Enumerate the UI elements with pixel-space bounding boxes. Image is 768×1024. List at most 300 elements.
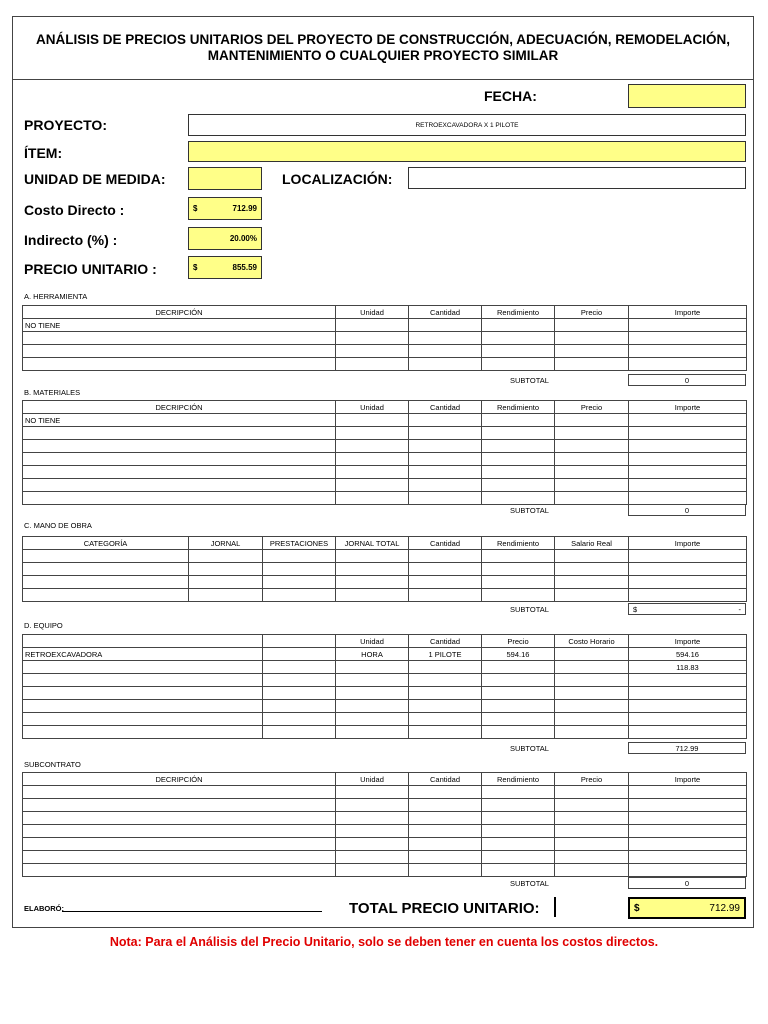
herramienta-subtotal-label: SUBTOTAL xyxy=(510,376,549,385)
table-cell[interactable] xyxy=(482,812,555,825)
table-row xyxy=(23,661,747,674)
table-cell[interactable] xyxy=(629,427,747,440)
indirecto-value: 20.00% xyxy=(229,234,257,243)
table-cell[interactable] xyxy=(629,674,747,687)
table-cell[interactable] xyxy=(336,589,409,602)
table-cell[interactable] xyxy=(23,453,336,466)
table-cell[interactable] xyxy=(629,358,747,371)
subcontrato-subtotal-label: SUBTOTAL xyxy=(510,879,549,888)
table-cell[interactable] xyxy=(23,589,189,602)
table-cell[interactable] xyxy=(555,687,629,700)
table-cell[interactable] xyxy=(263,726,336,739)
table-cell[interactable] xyxy=(482,550,555,563)
table-header-row xyxy=(23,635,747,648)
table-cell[interactable] xyxy=(263,589,336,602)
table-cell[interactable] xyxy=(629,851,747,864)
column-header: Unidad xyxy=(336,401,409,414)
table-cell[interactable] xyxy=(555,812,629,825)
table-cell[interactable] xyxy=(629,864,747,877)
column-header: Precio xyxy=(555,306,629,319)
table-cell[interactable] xyxy=(629,576,747,589)
section-title-equipo: D. EQUIPO xyxy=(24,621,63,630)
materiales-rows xyxy=(23,414,747,505)
table-cell[interactable] xyxy=(555,563,629,576)
table-cell[interactable] xyxy=(629,319,747,332)
table-cell[interactable] xyxy=(336,838,409,851)
herramienta-subtotal-value: 0 xyxy=(628,374,746,386)
total-field xyxy=(628,897,746,919)
table-cell[interactable] xyxy=(263,687,336,700)
table-cell[interactable] xyxy=(482,700,555,713)
table-cell[interactable] xyxy=(23,492,336,505)
table-cell[interactable] xyxy=(336,812,409,825)
table-row xyxy=(23,851,747,864)
table-cell[interactable] xyxy=(555,851,629,864)
table-cell[interactable] xyxy=(629,466,747,479)
table-cell[interactable] xyxy=(263,550,336,563)
table-cell[interactable] xyxy=(23,726,263,739)
costo-directo-field xyxy=(188,197,262,220)
table-cell[interactable] xyxy=(409,319,482,332)
table-cell[interactable] xyxy=(629,589,747,602)
fecha-label: FECHA: xyxy=(484,88,537,104)
table-cell[interactable] xyxy=(629,345,747,358)
table-row xyxy=(23,414,747,427)
localizacion-field[interactable] xyxy=(408,167,746,189)
equipo-table xyxy=(22,634,747,739)
table-cell[interactable] xyxy=(336,358,409,371)
table-cell[interactable] xyxy=(23,332,336,345)
table-cell[interactable] xyxy=(629,414,747,427)
column-header: Importe xyxy=(629,401,747,414)
column-header: CATEGORÍA xyxy=(23,537,189,550)
table-row xyxy=(23,825,747,838)
mano-obra-rows xyxy=(23,550,747,602)
column-header: Cantidad xyxy=(409,401,482,414)
table-cell[interactable] xyxy=(23,838,336,851)
table-cell[interactable] xyxy=(189,589,263,602)
column-header: Precio xyxy=(555,773,629,786)
column-header: DECRIPCIÓN xyxy=(23,306,336,319)
table-cell[interactable] xyxy=(23,825,336,838)
table-cell[interactable] xyxy=(409,440,482,453)
table-row xyxy=(23,812,747,825)
column-header: Importe xyxy=(629,635,747,648)
table-cell[interactable] xyxy=(555,700,629,713)
mano-obra-subtotal-label: SUBTOTAL xyxy=(510,605,549,614)
mano-obra-table xyxy=(22,536,747,602)
column-header: DECRIPCIÓN xyxy=(23,401,336,414)
localizacion-label: LOCALIZACIÓN: xyxy=(282,171,393,187)
elaboro-label: ELABORÓ: xyxy=(24,904,64,913)
table-cell[interactable] xyxy=(555,576,629,589)
table-cell[interactable] xyxy=(555,825,629,838)
table-cell[interactable] xyxy=(23,851,336,864)
table-cell[interactable] xyxy=(482,674,555,687)
precio-unitario-label: PRECIO UNITARIO : xyxy=(24,261,157,277)
table-row xyxy=(23,700,747,713)
table-cell[interactable] xyxy=(629,440,747,453)
table-cell[interactable] xyxy=(629,726,747,739)
unidad-field[interactable] xyxy=(188,167,262,190)
table-cell[interactable] xyxy=(555,550,629,563)
column-header: Rendimiento xyxy=(482,401,555,414)
table-cell[interactable] xyxy=(409,550,482,563)
costo-directo-value: 712.99 xyxy=(232,204,257,213)
table-cell[interactable] xyxy=(629,687,747,700)
table-cell[interactable] xyxy=(336,700,409,713)
indirecto-field[interactable] xyxy=(188,227,262,250)
table-row xyxy=(23,358,747,371)
table-cell[interactable] xyxy=(189,576,263,589)
equipo-subtotal-label: SUBTOTAL xyxy=(510,744,549,753)
table-row xyxy=(23,479,747,492)
table-cell[interactable] xyxy=(336,674,409,687)
table-cell[interactable] xyxy=(482,427,555,440)
column-header xyxy=(263,635,336,648)
table-cell[interactable] xyxy=(409,726,482,739)
table-cell[interactable] xyxy=(482,563,555,576)
table-cell[interactable] xyxy=(555,332,629,345)
table-cell[interactable] xyxy=(409,799,482,812)
table-cell[interactable]: 594.16 xyxy=(629,648,747,661)
subcontrato-subtotal-value: 0 xyxy=(628,877,746,889)
table-cell[interactable] xyxy=(482,838,555,851)
table-cell[interactable] xyxy=(336,466,409,479)
table-cell[interactable] xyxy=(629,786,747,799)
table-row xyxy=(23,674,747,687)
column-header: Rendimiento xyxy=(482,537,555,550)
table-cell[interactable] xyxy=(409,414,482,427)
table-cell[interactable] xyxy=(409,674,482,687)
table-cell[interactable] xyxy=(23,661,263,674)
table-cell[interactable] xyxy=(336,799,409,812)
table-cell[interactable] xyxy=(263,674,336,687)
table-cell[interactable] xyxy=(409,812,482,825)
table-cell[interactable] xyxy=(482,864,555,877)
table-header-row xyxy=(23,306,747,319)
table-cell[interactable] xyxy=(555,674,629,687)
table-cell[interactable] xyxy=(482,492,555,505)
herramienta-table xyxy=(22,305,747,371)
table-cell[interactable] xyxy=(336,825,409,838)
total-value: 712.99 xyxy=(709,902,740,914)
table-cell[interactable] xyxy=(336,453,409,466)
fecha-field[interactable] xyxy=(628,84,746,108)
table-cell[interactable] xyxy=(482,332,555,345)
table-cell[interactable] xyxy=(555,786,629,799)
table-cell[interactable] xyxy=(629,563,747,576)
proyecto-label: PROYECTO: xyxy=(24,117,107,133)
table-cell[interactable] xyxy=(482,589,555,602)
table-cell[interactable] xyxy=(23,563,189,576)
table-cell[interactable] xyxy=(23,713,263,726)
footer-note: Nota: Para el Análisis del Precio Unitario, solo se deben tener en cuenta los costos directos. xyxy=(109,935,659,949)
table-cell[interactable] xyxy=(409,864,482,877)
materiales-subtotal-value: 0 xyxy=(628,504,746,516)
table-cell[interactable] xyxy=(629,713,747,726)
table-cell[interactable] xyxy=(629,825,747,838)
subcontrato-rows xyxy=(23,786,747,877)
table-cell[interactable] xyxy=(189,550,263,563)
table-row xyxy=(23,589,747,602)
table-cell[interactable] xyxy=(409,345,482,358)
column-header: Unidad xyxy=(336,773,409,786)
table-cell[interactable] xyxy=(336,786,409,799)
table-cell[interactable] xyxy=(555,453,629,466)
table-row xyxy=(23,319,747,332)
table-cell[interactable] xyxy=(555,648,629,661)
table-cell[interactable] xyxy=(336,345,409,358)
table-cell[interactable] xyxy=(263,576,336,589)
table-cell[interactable] xyxy=(629,838,747,851)
table-cell[interactable] xyxy=(555,726,629,739)
table-cell[interactable] xyxy=(23,674,263,687)
table-cell[interactable] xyxy=(409,589,482,602)
table-cell[interactable]: HORA xyxy=(336,648,409,661)
table-cell[interactable] xyxy=(409,838,482,851)
table-cell[interactable]: RETROEXCAVADORA xyxy=(23,648,263,661)
table-cell[interactable] xyxy=(409,786,482,799)
table-cell[interactable] xyxy=(23,687,263,700)
table-cell[interactable] xyxy=(482,358,555,371)
table-cell[interactable] xyxy=(23,550,189,563)
table-cell[interactable] xyxy=(409,563,482,576)
table-cell[interactable] xyxy=(336,713,409,726)
table-row xyxy=(23,726,747,739)
column-header: Salario Real xyxy=(555,537,629,550)
table-cell[interactable] xyxy=(336,851,409,864)
table-cell[interactable] xyxy=(482,687,555,700)
table-cell[interactable] xyxy=(409,825,482,838)
herramienta-rows xyxy=(23,319,747,371)
table-cell[interactable] xyxy=(482,786,555,799)
table-cell[interactable] xyxy=(336,726,409,739)
table-cell[interactable] xyxy=(555,358,629,371)
table-header-row xyxy=(23,773,747,786)
table-cell[interactable] xyxy=(336,427,409,440)
table-cell[interactable] xyxy=(482,799,555,812)
table-cell[interactable] xyxy=(409,700,482,713)
table-cell[interactable] xyxy=(23,427,336,440)
table-cell[interactable] xyxy=(263,700,336,713)
table-cell[interactable] xyxy=(555,492,629,505)
table-cell[interactable] xyxy=(23,358,336,371)
section-title-subcontrato: SUBCONTRATO xyxy=(24,760,81,769)
table-row xyxy=(23,799,747,812)
proyecto-field[interactable]: RETROEXCAVADORA X 1 PILOTE xyxy=(188,114,746,136)
mano-obra-subtotal-amount: - xyxy=(738,604,741,614)
unidad-label: UNIDAD DE MEDIDA: xyxy=(24,171,166,187)
table-cell[interactable] xyxy=(336,576,409,589)
table-cell[interactable] xyxy=(336,492,409,505)
column-header: DECRIPCIÓN xyxy=(23,773,336,786)
table-cell[interactable] xyxy=(409,687,482,700)
section-title-mano-obra: C. MANO DE OBRA xyxy=(24,521,92,530)
table-row xyxy=(23,713,747,726)
table-row xyxy=(23,563,747,576)
table-cell[interactable] xyxy=(629,453,747,466)
table-cell[interactable] xyxy=(336,661,409,674)
table-cell[interactable] xyxy=(23,479,336,492)
column-header: Cantidad xyxy=(409,306,482,319)
column-header: Precio xyxy=(555,401,629,414)
column-header: Cantidad xyxy=(409,773,482,786)
table-row xyxy=(23,687,747,700)
table-cell[interactable] xyxy=(482,345,555,358)
table-cell[interactable] xyxy=(23,700,263,713)
table-cell[interactable] xyxy=(482,453,555,466)
table-cell[interactable] xyxy=(23,576,189,589)
section-title-materiales: B. MATERIALES xyxy=(24,388,81,397)
column-header: JORNAL xyxy=(189,537,263,550)
table-cell[interactable] xyxy=(482,440,555,453)
table-cell[interactable] xyxy=(555,440,629,453)
column-header: Unidad xyxy=(336,635,409,648)
table-cell[interactable] xyxy=(409,479,482,492)
column-header: JORNAL TOTAL xyxy=(336,537,409,550)
column-header: Precio xyxy=(482,635,555,648)
table-cell[interactable] xyxy=(409,851,482,864)
table-cell[interactable] xyxy=(482,414,555,427)
table-cell[interactable] xyxy=(629,799,747,812)
table-row xyxy=(23,648,747,661)
table-cell[interactable] xyxy=(409,332,482,345)
materiales-table xyxy=(22,400,747,505)
table-cell[interactable] xyxy=(23,786,336,799)
table-cell[interactable] xyxy=(336,550,409,563)
total-label: TOTAL PRECIO UNITARIO: xyxy=(349,900,540,917)
table-cell[interactable] xyxy=(555,589,629,602)
table-cell[interactable] xyxy=(336,687,409,700)
column-header: Costo Horario xyxy=(555,635,629,648)
table-cell[interactable] xyxy=(482,466,555,479)
table-row xyxy=(23,453,747,466)
table-cell[interactable] xyxy=(336,563,409,576)
column-header: Rendimiento xyxy=(482,773,555,786)
table-cell[interactable] xyxy=(336,864,409,877)
table-cell[interactable] xyxy=(555,661,629,674)
table-cell[interactable] xyxy=(336,414,409,427)
table-cell[interactable] xyxy=(336,440,409,453)
currency-symbol: $ xyxy=(634,902,640,914)
table-cell[interactable]: 1 PILOTE xyxy=(409,648,482,661)
table-cell[interactable] xyxy=(23,440,336,453)
table-row xyxy=(23,492,747,505)
table-cell[interactable] xyxy=(263,648,336,661)
table-cell[interactable] xyxy=(555,713,629,726)
table-row xyxy=(23,576,747,589)
table-header-row xyxy=(23,537,747,550)
table-cell[interactable] xyxy=(336,332,409,345)
table-cell[interactable] xyxy=(482,713,555,726)
materiales-subtotal-label: SUBTOTAL xyxy=(510,506,549,515)
signature-line[interactable] xyxy=(62,911,322,912)
table-cell[interactable] xyxy=(409,427,482,440)
table-cell[interactable]: 594.16 xyxy=(482,648,555,661)
column-header: Unidad xyxy=(336,306,409,319)
table-cell[interactable] xyxy=(629,700,747,713)
table-row xyxy=(23,466,747,479)
table-cell[interactable] xyxy=(189,563,263,576)
table-cell[interactable] xyxy=(336,319,409,332)
table-row xyxy=(23,440,747,453)
table-cell[interactable] xyxy=(409,661,482,674)
mano-obra-subtotal-value xyxy=(628,603,746,615)
table-cell[interactable] xyxy=(629,332,747,345)
table-cell[interactable] xyxy=(629,550,747,563)
table-cell[interactable] xyxy=(555,466,629,479)
section-title-herramienta: A. HERRAMIENTA xyxy=(24,292,88,301)
table-cell[interactable] xyxy=(23,812,336,825)
column-header: Cantidad xyxy=(409,537,482,550)
column-header xyxy=(23,635,263,648)
table-cell[interactable] xyxy=(482,319,555,332)
table-cell[interactable] xyxy=(409,492,482,505)
table-cell[interactable] xyxy=(409,713,482,726)
table-row xyxy=(23,786,747,799)
column-header: Rendimiento xyxy=(482,306,555,319)
currency-symbol: $ xyxy=(633,604,638,614)
table-cell[interactable] xyxy=(482,576,555,589)
table-cell[interactable] xyxy=(555,479,629,492)
column-header: Cantidad xyxy=(409,635,482,648)
table-cell[interactable] xyxy=(555,345,629,358)
table-cell[interactable] xyxy=(555,864,629,877)
table-cell[interactable] xyxy=(482,825,555,838)
table-cell[interactable] xyxy=(482,661,555,674)
table-cell[interactable] xyxy=(409,576,482,589)
document-title: ANÁLISIS DE PRECIOS UNITARIOS DEL PROYECTO DE CONSTRUCCIÓN, ADECUACIÓN, REMODELACIÓN, MANTENIMIENTO O CUALQUIER PROYECTO SIMILAR xyxy=(12,16,754,80)
table-row xyxy=(23,345,747,358)
table-cell[interactable] xyxy=(555,319,629,332)
table-cell[interactable] xyxy=(482,479,555,492)
subcontrato-table xyxy=(22,772,747,877)
table-cell[interactable] xyxy=(409,358,482,371)
table-cell[interactable] xyxy=(409,453,482,466)
table-row xyxy=(23,838,747,851)
table-cell[interactable] xyxy=(629,812,747,825)
table-cell[interactable] xyxy=(23,799,336,812)
table-cell[interactable] xyxy=(409,466,482,479)
table-cell[interactable] xyxy=(482,851,555,864)
table-cell[interactable]: NO TIENE xyxy=(23,319,336,332)
table-cell[interactable] xyxy=(23,864,336,877)
table-cell[interactable] xyxy=(629,479,747,492)
table-cell[interactable] xyxy=(23,345,336,358)
table-cell[interactable]: 118.83 xyxy=(629,661,747,674)
table-cell[interactable]: NO TIENE xyxy=(23,414,336,427)
table-cell[interactable] xyxy=(629,492,747,505)
item-field[interactable] xyxy=(188,141,746,162)
currency-symbol: $ xyxy=(193,204,198,213)
table-cell[interactable] xyxy=(555,427,629,440)
table-cell[interactable] xyxy=(555,414,629,427)
table-cell[interactable] xyxy=(23,466,336,479)
table-cell[interactable] xyxy=(555,838,629,851)
table-cell[interactable] xyxy=(336,479,409,492)
table-cell[interactable] xyxy=(555,799,629,812)
item-label: ÍTEM: xyxy=(24,145,63,161)
table-cell[interactable] xyxy=(482,726,555,739)
table-row xyxy=(23,427,747,440)
currency-symbol: $ xyxy=(193,263,198,272)
table-cell[interactable] xyxy=(263,713,336,726)
table-cell[interactable] xyxy=(263,661,336,674)
table-header-row xyxy=(23,401,747,414)
column-header: Importe xyxy=(629,306,747,319)
table-cell[interactable] xyxy=(263,563,336,576)
